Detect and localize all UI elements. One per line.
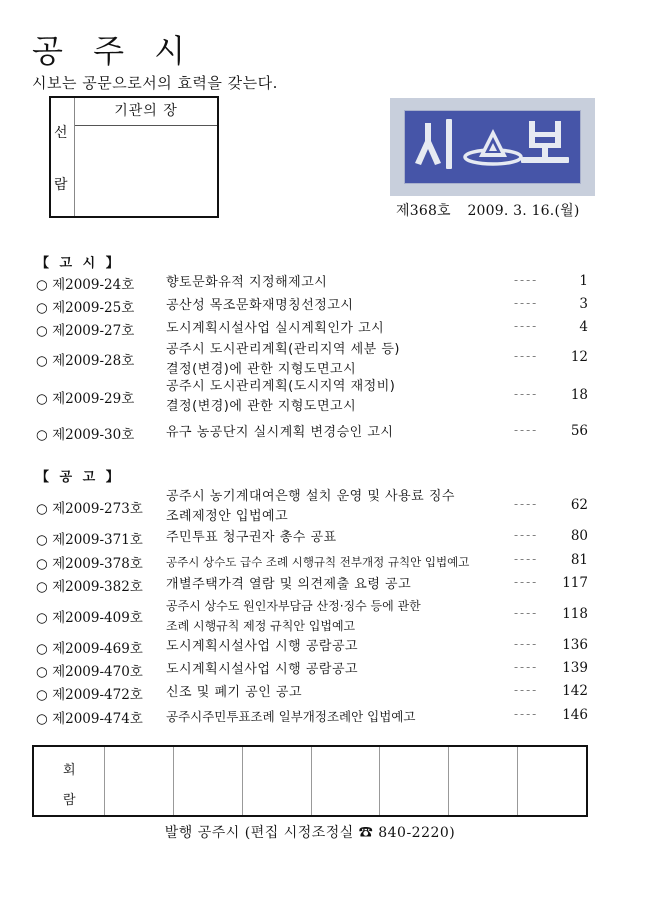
item-title: 공주시 상수도 급수 조례 시행규칙 전부개정 규칙안 입법예고 [166, 555, 470, 569]
signature-cell[interactable] [242, 747, 311, 815]
section-heading-gonggo: 【 공 고 】 [36, 470, 122, 485]
seonram-header: 기관의 장 [75, 98, 217, 126]
item-number: ○ 제2009-24호 [36, 277, 135, 293]
leader-dash: ---- [514, 273, 539, 287]
item-number: ○ 제2009-382호 [36, 579, 143, 595]
signature-cell[interactable] [104, 747, 173, 815]
item-title: 공산성 목조문화재명칭선정고시 [166, 298, 354, 313]
leader-dash: ---- [514, 575, 539, 589]
issue-number: 제368호 [396, 203, 451, 219]
circulation-box [32, 745, 588, 817]
seonram-label-bottom: 람 [54, 177, 68, 193]
page-number: 62 [570, 497, 588, 513]
signature-cell[interactable] [448, 747, 517, 815]
item-number: ○ 제2009-409호 [36, 610, 143, 626]
seonram-label-top: 선 [54, 125, 68, 141]
signature-cell[interactable] [379, 747, 448, 815]
seonram-side [51, 98, 75, 216]
item-title: 공주시 농기계대여은행 설치 운영 및 사용료 징수 조례제정안 입법예고 [166, 489, 455, 524]
circulation-label-bottom: 람 [63, 793, 76, 808]
logo-char-si-icon [415, 119, 452, 169]
seonram-box [49, 96, 219, 218]
logo-inner [404, 110, 581, 184]
leader-dash: ---- [514, 707, 539, 721]
page-number: 81 [570, 552, 588, 568]
publisher-footer: 발행 공주시 (편집 시정조정실 ☎ 840-2220) [164, 825, 456, 841]
signature-cell[interactable] [311, 747, 380, 815]
item-title: 공주시 도시관리계획(도시지역 재정비) 결정(변경)에 관한 지형도면고시 [166, 379, 396, 414]
leader-dash: ---- [514, 423, 539, 437]
item-title: 유구 농공단지 실시계획 변경승인 고시 [166, 425, 394, 440]
item-number: ○ 제2009-25호 [36, 300, 135, 316]
circulation-label [34, 747, 104, 815]
page-number: 146 [562, 707, 588, 723]
item-title: 도시계획시설사업 실시계획인가 고시 [166, 321, 385, 336]
item-number: ○ 제2009-474호 [36, 711, 143, 727]
logo-char-bo-icon [521, 121, 569, 163]
leader-dash: ---- [514, 296, 539, 310]
section-heading-gosi: 【 고 시 】 [36, 256, 122, 271]
leader-dash: ---- [514, 606, 539, 620]
item-title: 공주시 도시관리계획(관리지역 세분 등) 결정(변경)에 관한 지형도면고시 [166, 342, 400, 377]
signature-cell[interactable] [517, 747, 586, 815]
sibo-logo [390, 98, 595, 196]
item-title: 향토문화유적 지정해제고시 [166, 275, 328, 290]
issue-date: 2009. 3. 16.(월) [467, 203, 580, 219]
item-number: ○ 제2009-470호 [36, 664, 143, 680]
leader-dash: ---- [514, 528, 539, 542]
item-number: ○ 제2009-30호 [36, 427, 135, 443]
item-title: 공주시주민투표조례 일부개정조례안 입법예고 [166, 709, 416, 724]
signature-cell[interactable] [173, 747, 242, 815]
item-title: 도시계획시설사업 시행 공람공고 [166, 639, 359, 654]
page-number: 3 [579, 296, 588, 312]
page-number: 18 [570, 387, 588, 403]
leader-dash: ---- [514, 497, 539, 511]
item-number: ○ 제2009-469호 [36, 641, 143, 657]
item-number: ○ 제2009-371호 [36, 532, 143, 548]
leader-dash: ---- [514, 387, 539, 401]
page-number: 142 [562, 683, 588, 699]
page-number: 136 [562, 637, 588, 653]
item-title: 주민투표 청구권자 총수 공표 [166, 530, 337, 545]
leader-dash: ---- [514, 683, 539, 697]
item-title: 도시계획시설사업 시행 공람공고 [166, 662, 359, 677]
circulation-label-top: 회 [63, 763, 76, 778]
page-number: 1 [579, 273, 588, 289]
item-title: 신조 및 폐기 공인 공고 [166, 685, 303, 700]
item-number: ○ 제2009-27호 [36, 323, 135, 339]
page-number: 12 [570, 349, 588, 365]
item-number: ○ 제2009-273호 [36, 501, 143, 517]
page-title: 공 주 시 [32, 32, 196, 70]
page-number: 118 [562, 606, 588, 622]
page-number: 139 [562, 660, 588, 676]
leader-dash: ---- [514, 637, 539, 651]
item-number: ○ 제2009-378호 [36, 556, 143, 572]
page-subtitle: 시보는 공문으로서의 효력을 갖는다. [32, 74, 278, 92]
page-number: 80 [570, 528, 588, 544]
item-title: 개별주택가격 열람 및 의견제출 요령 공고 [166, 577, 412, 592]
leader-dash: ---- [514, 349, 539, 363]
item-number: ○ 제2009-472호 [36, 687, 143, 703]
issue-info [396, 200, 580, 220]
page-number: 56 [570, 423, 588, 439]
leader-dash: ---- [514, 319, 539, 333]
page-number: 117 [562, 575, 588, 591]
item-number: ○ 제2009-28호 [36, 353, 135, 369]
page-number: 4 [579, 319, 588, 335]
leader-dash: ---- [514, 552, 539, 566]
item-number: ○ 제2009-29호 [36, 391, 135, 407]
item-title: 공주시 상수도 원인자부담금 산정·징수 등에 관한 조례 시행규칙 제정 규칙안 입법예고 [166, 599, 421, 633]
leader-dash: ---- [514, 660, 539, 674]
mountain-ring-emblem-icon [465, 129, 521, 164]
logo-graphic [405, 111, 580, 183]
